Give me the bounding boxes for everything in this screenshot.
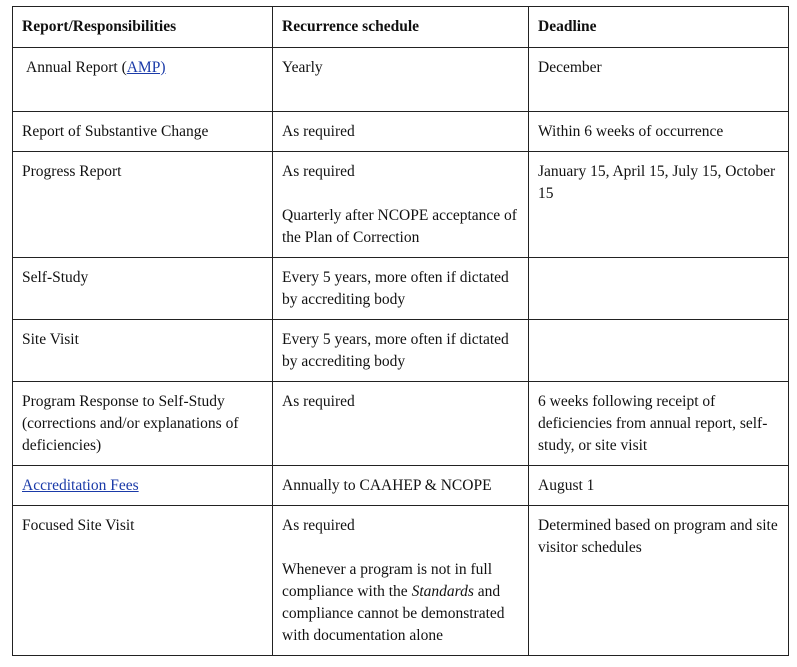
cell-recurrence: Every 5 years, more often if dictated by accrediting body — [273, 320, 529, 382]
cell-deadline — [529, 258, 789, 320]
recurrence-note: Quarterly after NCOPE acceptance of the Plan of Correction — [282, 207, 517, 246]
cell-report: Program Response to Self-Study (corrections and/or explanations of deficiencies) — [13, 382, 273, 466]
header-recurrence: Recurrence schedule — [273, 7, 529, 48]
cell-deadline — [529, 320, 789, 382]
cell-recurrence — [273, 152, 529, 258]
cell-recurrence: Annually to CAAHEP & NCOPE — [273, 466, 529, 506]
cell-recurrence: Every 5 years, more often if dictated by accrediting body — [273, 258, 529, 320]
table-row — [13, 48, 789, 112]
table-row — [13, 152, 789, 258]
cell-report: Report of Substantive Change — [13, 112, 273, 152]
recurrence-line: As required — [282, 517, 355, 534]
report-label: Annual Report ( — [26, 59, 127, 76]
cell-deadline: December — [529, 48, 789, 112]
cell-recurrence: As required — [273, 112, 529, 152]
recurrence-note-part: Whenever a program is not in full compliance with the — [282, 561, 493, 600]
cell-deadline: Determined based on program and site visitor schedules — [529, 506, 789, 656]
cell-deadline: Within 6 weeks of occurrence — [529, 112, 789, 152]
recurrence-line: As required — [282, 163, 355, 180]
recurrence-note-part: and compliance cannot be demonstrated with documentation alone — [282, 583, 505, 644]
cell-report: Focused Site Visit — [13, 506, 273, 656]
amp-link[interactable]: AMP) — [126, 59, 166, 76]
cell-recurrence: As required — [273, 382, 529, 466]
table-row — [13, 258, 789, 320]
cell-report: Progress Report — [13, 152, 273, 258]
cell-deadline: January 15, April 15, July 15, October 15 — [529, 152, 789, 258]
cell-report: Site Visit — [13, 320, 273, 382]
cell-deadline: August 1 — [529, 466, 789, 506]
cell-report: Self-Study — [13, 258, 273, 320]
requirements-table — [12, 6, 789, 656]
table-header-row — [13, 7, 789, 48]
recurrence-note — [282, 559, 519, 647]
table-row — [13, 382, 789, 466]
table-row — [13, 112, 789, 152]
cell-recurrence — [273, 506, 529, 656]
accreditation-fees-link[interactable]: Accreditation Fees — [22, 477, 139, 494]
table-row — [13, 320, 789, 382]
table-row — [13, 506, 789, 656]
table-row — [13, 466, 789, 506]
cell-recurrence: Yearly — [273, 48, 529, 112]
cell-report — [13, 48, 273, 112]
header-report: Report/Responsibilities — [13, 7, 273, 48]
cell-report — [13, 466, 273, 506]
cell-deadline: 6 weeks following receipt of deficiencies from annual report, self-study, or site visit — [529, 382, 789, 466]
header-deadline: Deadline — [529, 7, 789, 48]
standards-emphasis: Standards — [411, 583, 474, 600]
